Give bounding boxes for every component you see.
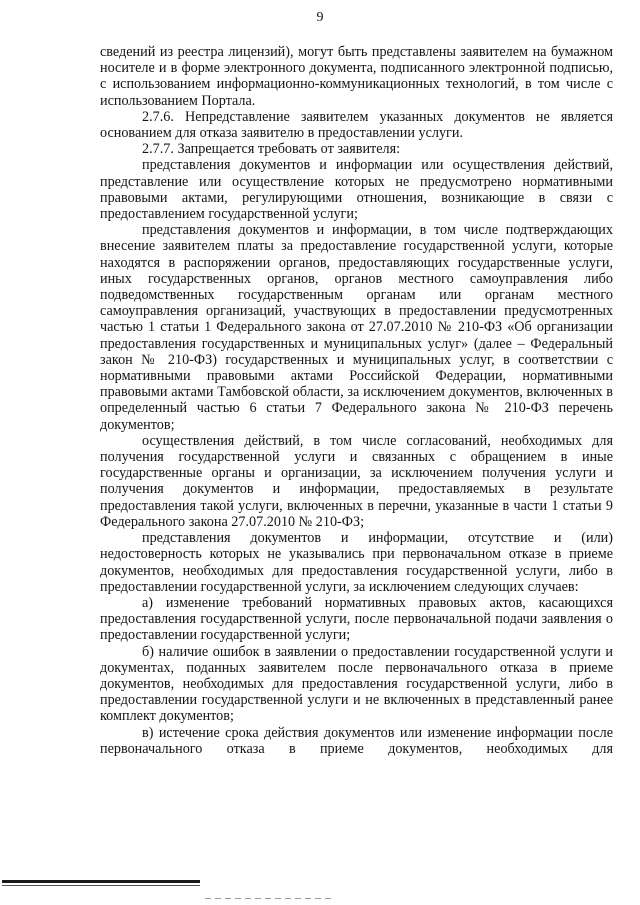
- paragraph-prohibition-documents: представления документов и информации, в том числе подтверждающих внесение заявителем платы за предоставление государственной услуги, которые находятся в распоряжении органов, предоставляющих государственные услуги, иных государственных органов, органов местного самоуправления либо подведомственных государственным органам или органам местного самоуправления организаций, участвующих в предоставлении предусмотренных частью 1 статьи 1 Федерального закона от 27.07.2010 № 210-ФЗ «Об организации предоставления государственных и муниципальных услуг» (далее – Федеральный закон № 210-ФЗ) государственных и муниципальных услуг, в соответствии с нормативными правовыми актами Российской Федерации, нормативными правовыми актами Тамбовской области, за исключением документов, включенных в определенный частью 6 статьи 7 Федерального закона № 210-ФЗ перечень документов;: [100, 222, 613, 433]
- list-item-a: а) изменение требований нормативных правовых актов, касающихся предоставления государственной услуги, после первоначальной подачи заявления о предоставлении государственной услуги;: [100, 594, 613, 644]
- paragraph-prohibition-actions: представления документов и информации или осуществления действий, представление или осуществление которых не предусмотрено нормативными правовыми актами, регулирующими отношения, возникающие в связи с предоставлением государственной услуги;: [100, 157, 613, 223]
- paragraph-2-7-7: 2.7.7. Запрещается требовать от заявителя:: [142, 141, 401, 158]
- footer-rule-thin: [2, 885, 200, 886]
- document-body: [100, 44, 613, 757]
- paragraph-prohibition-approvals: осуществления действий, в том числе согласований, необходимых для получения государственной услуги и связанных с обращением в иные государственные органы и организации, за исключением получения услуги и получения документов и информации, предоставляемых в результате предоставления такой услуги, включенных в перечни, указанные в части 1 статьи 9 Федерального закона 27.07.2010 № 210-ФЗ;: [100, 432, 613, 530]
- paragraph-prohibition-missing-info: представления документов и информации, отсутствие и (или) недостоверность которых не указывались при первоначальном отказе в приеме документов, необходимых для предоставления государственной услуги, либо в предоставлении государственной услуги, за исключением следующих случаев:: [100, 530, 613, 595]
- list-item-v: в) истечение срока действия документов или изменение информации после первоначального отказа в приеме документов, необходимых для: [100, 724, 613, 757]
- list-item-b: б) наличие ошибок в заявлении о предоставлении государственной услуги и документах, поданных заявителем после первоначального отказа в приеме документов, необходимых для предоставления государственной услуги, либо в предоставлении государственной услуги и не включенных в представленный ранее комплект документов;: [100, 643, 613, 725]
- page-number: 9: [316, 10, 324, 25]
- paragraph-licenses-continuation: сведений из реестра лицензий), могут быть представлены заявителем на бумажном носителе и в форме электронного документа, подписанного электронной подписью, с использованием информационно-коммуникационных технологий, в том числе с использованием Портала.: [100, 44, 613, 109]
- scan-artifact: [205, 898, 335, 899]
- footer-rule: [2, 880, 200, 883]
- paragraph-2-7-6: 2.7.6. Непредставление заявителем указанных документов не является основанием для отказа заявителю в предоставлении услуги.: [100, 108, 613, 142]
